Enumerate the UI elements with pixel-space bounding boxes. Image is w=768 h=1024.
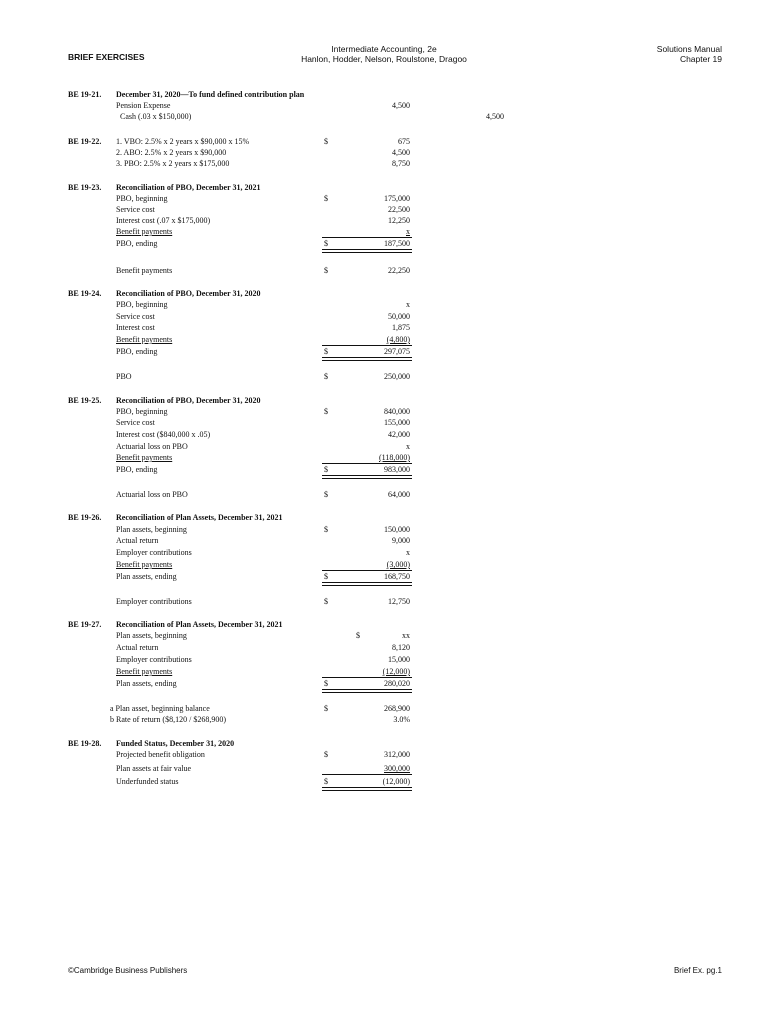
line-label: Projected benefit obligation: [116, 750, 205, 759]
line-amount: 42,000: [388, 430, 410, 439]
copyright: ©Cambridge Business Publishers: [68, 966, 188, 975]
line-amount: 300,000: [384, 764, 410, 773]
dollar-sign: $: [324, 704, 328, 713]
dollar-sign: $: [324, 239, 328, 248]
line-amount: 155,000: [384, 418, 410, 427]
dollar-sign: $: [324, 347, 328, 356]
total-double-rule: [322, 689, 412, 693]
exercise-title: Reconciliation of Plan Assets, December 31, 2021: [116, 513, 283, 522]
book-authors-line: Hanlon, Hodder, Nelson, Roulstone, Dragoo: [301, 54, 467, 64]
line-amount: 1,875: [392, 323, 410, 332]
line-amount: 15,000: [388, 655, 410, 664]
total-double-rule: [322, 249, 412, 253]
line-amount: 22,500: [388, 205, 410, 214]
line-label: 3. PBO: 2.5% x 2 years x $175,000: [116, 159, 230, 168]
debit-amount: 4,500: [392, 101, 410, 110]
line-label: PBO, ending: [116, 239, 158, 248]
line-label: Benefit payments: [116, 335, 173, 344]
line-label: Service cost: [116, 312, 155, 321]
line-label: Benefit payments: [116, 667, 173, 676]
answer-amount: 12,750: [388, 597, 410, 606]
line-label: PBO, ending: [116, 347, 158, 356]
dollar-sign: $: [324, 266, 328, 275]
answer-label: Employer contributions: [116, 597, 192, 606]
line-label: Benefit payments: [116, 560, 173, 569]
manual-label: Solutions Manual: [656, 44, 722, 54]
dollar-sign: $: [324, 490, 328, 499]
answer-label: PBO: [116, 372, 132, 381]
dollar-sign: $: [324, 525, 328, 534]
total-double-rule: [322, 357, 412, 361]
dollar-sign: $: [324, 465, 328, 474]
line-label: Plan assets at fair value: [116, 764, 192, 773]
answer-label: Benefit payments: [116, 266, 173, 275]
credit-account: Cash (.03 x $150,000): [120, 112, 192, 121]
line-amount: 675: [398, 137, 410, 146]
line-label: Service cost: [116, 418, 155, 427]
page-number: Brief Ex. pg.1: [673, 966, 722, 975]
chapter-label: Chapter 19: [679, 54, 722, 64]
line-amount: x: [406, 548, 410, 557]
exercise-title: Reconciliation of Plan Assets, December 31, 2021: [116, 620, 283, 629]
exercise-title: Reconciliation of PBO, December 31, 2020: [116, 396, 261, 405]
exercise-title: December 31, 2020—To fund defined contribution plan: [116, 90, 305, 99]
line-label: Service cost: [116, 205, 155, 214]
section-heading: BRIEF EXERCISES: [68, 52, 145, 62]
exercise-title: Funded Status, December 31, 2020: [116, 739, 235, 748]
dollar-sign: $: [324, 194, 328, 203]
line-label: Employer contributions: [116, 655, 192, 664]
exercise-id: BE 19-26.: [68, 513, 102, 522]
line-amount: 312,000: [384, 750, 410, 759]
total-double-rule: [322, 787, 412, 791]
line-amount: 280,020: [384, 679, 410, 688]
total-double-rule: [322, 582, 412, 586]
line-amount: (12,000): [382, 667, 410, 676]
line-amount: 150,000: [384, 525, 410, 534]
dollar-sign: $: [324, 597, 328, 606]
line-label: Actuarial loss on PBO: [116, 442, 188, 451]
line-label: Plan assets, beginning: [116, 631, 187, 640]
exercise-id: BE 19-25.: [68, 396, 102, 405]
line-amount: 168,750: [384, 572, 410, 581]
line-label: Plan assets, beginning: [116, 525, 187, 534]
answer-amount: 250,000: [384, 372, 410, 381]
line-amount: 297,075: [384, 347, 410, 356]
line-label: 2. ABO: 2.5% x 2 years x $90,000: [116, 148, 227, 157]
line-label: Plan assets, ending: [116, 572, 177, 581]
credit-amount: 4,500: [486, 112, 504, 121]
exercise-id: BE 19-21.: [68, 90, 102, 99]
line-amount: (12,000): [382, 777, 410, 786]
book-title-line: Intermediate Accounting, 2e: [331, 44, 437, 54]
line-amount: 8,120: [392, 643, 410, 652]
line-label: Interest cost ($840,000 x .05): [116, 430, 211, 439]
dollar-sign: $: [324, 137, 328, 146]
answer-amount: 64,000: [388, 490, 410, 499]
book-title: [0, 44, 768, 64]
line-label: Interest cost: [116, 323, 155, 332]
dollar-sign: $: [324, 777, 328, 786]
line-amount: 8,750: [392, 159, 410, 168]
line-amount: (3,000): [386, 560, 410, 569]
line-amount: 983,000: [384, 465, 410, 474]
dollar-sign: $: [324, 372, 328, 381]
line-amount: (118,000): [378, 453, 410, 462]
answer-label: Actuarial loss on PBO: [116, 490, 188, 499]
line-amount: 9,000: [392, 536, 410, 545]
line-amount: 50,000: [388, 312, 410, 321]
note-amount: 268,900: [384, 704, 410, 713]
line-label: PBO, beginning: [116, 194, 168, 203]
exercise-id: BE 19-28.: [68, 739, 102, 748]
note-amount: 3.0%: [393, 715, 410, 724]
line-amount: 4,500: [392, 148, 410, 157]
line-amount: 12,250: [388, 216, 410, 225]
line-label: 1. VBO: 2.5% x 2 years x $90,000 x 15%: [116, 137, 250, 146]
line-amount: x: [406, 300, 410, 309]
line-label: Interest cost (.07 x $175,000): [116, 216, 211, 225]
manual-chapter: [657, 44, 722, 64]
line-label: Benefit payments: [116, 453, 173, 462]
debit-account: Pension Expense: [116, 101, 171, 110]
line-label: PBO, ending: [116, 465, 158, 474]
dollar-sign: $: [324, 407, 328, 416]
line-amount: (4,800): [386, 335, 410, 344]
line-amount: 187,500: [384, 239, 410, 248]
exercise-id: BE 19-27.: [68, 620, 102, 629]
answer-amount: 22,250: [388, 266, 410, 275]
total-double-rule: [322, 475, 412, 479]
dollar-sign: $: [356, 631, 360, 640]
note-label: a Plan asset, beginning balance: [110, 704, 210, 713]
line-amount: xx: [402, 631, 410, 640]
exercise-title: Reconciliation of PBO, December 31, 2020: [116, 289, 261, 298]
exercise-id: BE 19-24.: [68, 289, 102, 298]
dollar-sign: $: [324, 679, 328, 688]
line-label: Actual return: [116, 643, 159, 652]
line-amount: x: [406, 442, 410, 451]
note-label: b Rate of return ($8,120 / $268,900): [110, 715, 226, 724]
dollar-sign: $: [324, 572, 328, 581]
line-amount: 840,000: [384, 407, 410, 416]
line-label: Actual return: [116, 536, 159, 545]
line-label: Benefit payments: [116, 227, 173, 236]
line-label: PBO, beginning: [116, 300, 168, 309]
exercise-id: BE 19-22.: [68, 137, 102, 146]
subtotal-rule: [322, 774, 412, 775]
dollar-sign: $: [324, 750, 328, 759]
exercise-title: Reconciliation of PBO, December 31, 2021: [116, 183, 261, 192]
line-amount: 175,000: [384, 194, 410, 203]
exercise-id: BE 19-23.: [68, 183, 102, 192]
line-label: PBO, beginning: [116, 407, 168, 416]
line-label: Plan assets, ending: [116, 679, 177, 688]
line-amount: x: [406, 227, 410, 236]
line-label: Underfunded status: [116, 777, 179, 786]
line-label: Employer contributions: [116, 548, 192, 557]
